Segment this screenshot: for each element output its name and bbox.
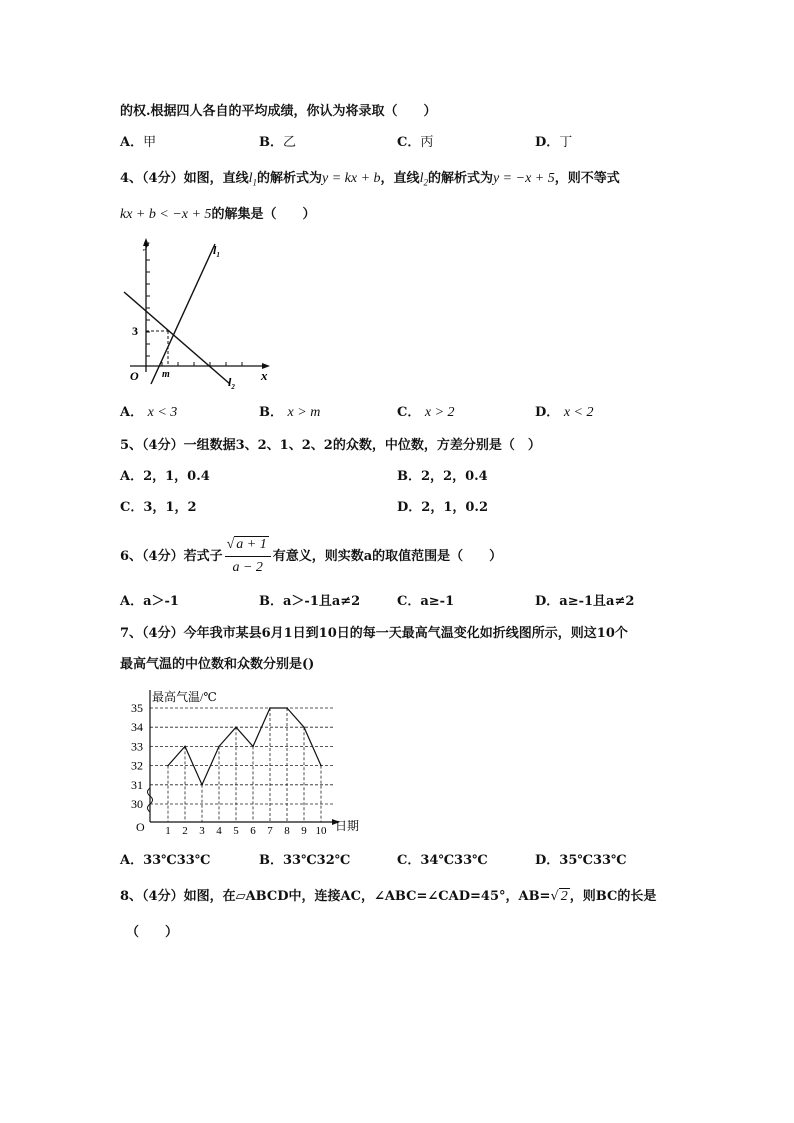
- x-tick-label-3: 3: [199, 825, 205, 837]
- q7-option-d: D．35℃33℃: [535, 853, 627, 868]
- q8-question-line2: （ ）: [126, 925, 179, 940]
- data-point-day-8: [286, 707, 288, 709]
- three-label: 3: [132, 324, 138, 338]
- data-point-day-6: [252, 746, 254, 748]
- y-tick-label-35: 35: [131, 701, 143, 715]
- intro-line: 的权.根据四人各自的平均成绩，你认为将录取（ ）: [120, 104, 437, 119]
- chart-origin-label: O: [136, 820, 145, 834]
- x-tick-label-4: 4: [216, 825, 222, 837]
- origin-label: O: [130, 369, 139, 383]
- data-point-day-3: [201, 784, 203, 786]
- q3-option-a: A．甲: [120, 135, 157, 150]
- q5-option-d: D．2，1，0.2: [397, 500, 488, 515]
- q5-option-a: A．2，1，0.4: [120, 469, 210, 484]
- line-l2: [124, 292, 230, 384]
- y-tick-label-31: 31: [131, 777, 143, 792]
- l1-label: $l_1$: [213, 243, 220, 259]
- q7-question-line2: 最高气温的中位数和众数分别是(): [120, 657, 315, 672]
- chart-x-label: 日期: [335, 819, 360, 833]
- data-point-day-7: [269, 707, 271, 709]
- q7-option-a: A．33℃33℃: [120, 853, 211, 868]
- chart-axes: [148, 690, 341, 825]
- y-tick-label-30: 30: [131, 797, 143, 811]
- data-point-day-1: [167, 765, 169, 767]
- q6-option-b: B．a＞-1且a≠2: [259, 594, 361, 609]
- chart-x-tick-labels: [165, 825, 327, 837]
- data-point-day-4: [218, 746, 220, 748]
- y-tick-label-32: 32: [131, 758, 143, 773]
- x-tick-label-7: 7: [267, 825, 273, 837]
- q6-question: 6、（4分）若式子 $\frac{√ a + 1}{a - 2}$ 有意义，则实数a的取值范围是（ ）: [120, 534, 502, 579]
- q3-option-d: D．丁: [535, 135, 573, 150]
- q7-option-b: B．33℃32℃: [259, 853, 351, 868]
- q3-option-c: C．丙: [397, 135, 434, 150]
- q5-option-c: C．3，1，2: [120, 500, 197, 515]
- q5-question: 5、（4分）一组数据3、2、1、2、2的众数，中位数，方差分别是（ ）: [120, 438, 541, 453]
- q3-option-b: B．乙: [259, 135, 297, 150]
- data-point-day-2: [184, 746, 186, 748]
- q4-option-b: B． x > m: [259, 405, 321, 420]
- x-axis-label: x: [261, 368, 268, 383]
- q4-option-d: D． x < 2: [535, 405, 594, 420]
- chart-y-label: 最高气温/℃: [152, 690, 217, 704]
- data-point-day-10: [320, 765, 322, 767]
- q5-option-b: B．2，2，0.4: [397, 469, 488, 484]
- x-tick-label-2: 2: [182, 825, 188, 837]
- q6-option-a: A．a＞-1: [120, 594, 179, 609]
- q7-temperature-chart: [128, 688, 364, 844]
- y-tick-label-33: 33: [131, 739, 143, 754]
- q6-fraction: $\frac{√ a + 1}{a - 2}$: [225, 534, 271, 579]
- x-tick-label-10: 10: [315, 825, 327, 837]
- x-tick-label-6: 6: [250, 825, 256, 837]
- y-axis-label: y: [144, 237, 150, 251]
- x-tick-label-8: 8: [284, 825, 290, 837]
- q4-line-graph: [118, 236, 278, 396]
- l2-label: $l_2$: [228, 375, 235, 391]
- q6-option-d: D．a≥-1且a≠2: [535, 594, 635, 609]
- chart-grid: [150, 708, 334, 822]
- q4-option-c: C． x > 2: [397, 405, 455, 420]
- q4-option-a: A． x < 3: [120, 405, 178, 420]
- x-tick-label-1: 1: [165, 825, 171, 837]
- q4-question-line2: kx + b < −x + 5的解集是（ ）: [120, 207, 316, 222]
- q6-option-c: C．a≥-1: [397, 594, 455, 609]
- m-label: m: [162, 369, 170, 380]
- data-point-day-5: [235, 726, 237, 728]
- x-tick-label-9: 9: [301, 825, 307, 837]
- q8-question-line1: 8、（4分）如图，在▱ABCD中，连接AC，∠ABC=∠CAD=45°，AB=√ 2 ，则BC的长是: [120, 889, 657, 904]
- x-tick-label-5: 5: [233, 825, 239, 837]
- data-point-day-9: [303, 726, 305, 728]
- q7-option-c: C．34℃33℃: [397, 853, 488, 868]
- q7-question-line1: 7、（4分）今年我市某县6月1日到10日的每一天最高气温变化如折线图所示，则这10个: [120, 626, 628, 641]
- y-tick-label-34: 34: [131, 720, 143, 735]
- q4-question-line1: 4、（4分）如图，直线$l_1$的解析式为y = kx + b，直线$l_2$的解析式为y = −x + 5，则不等式: [120, 171, 620, 188]
- chart-y-tick-labels: [131, 701, 143, 811]
